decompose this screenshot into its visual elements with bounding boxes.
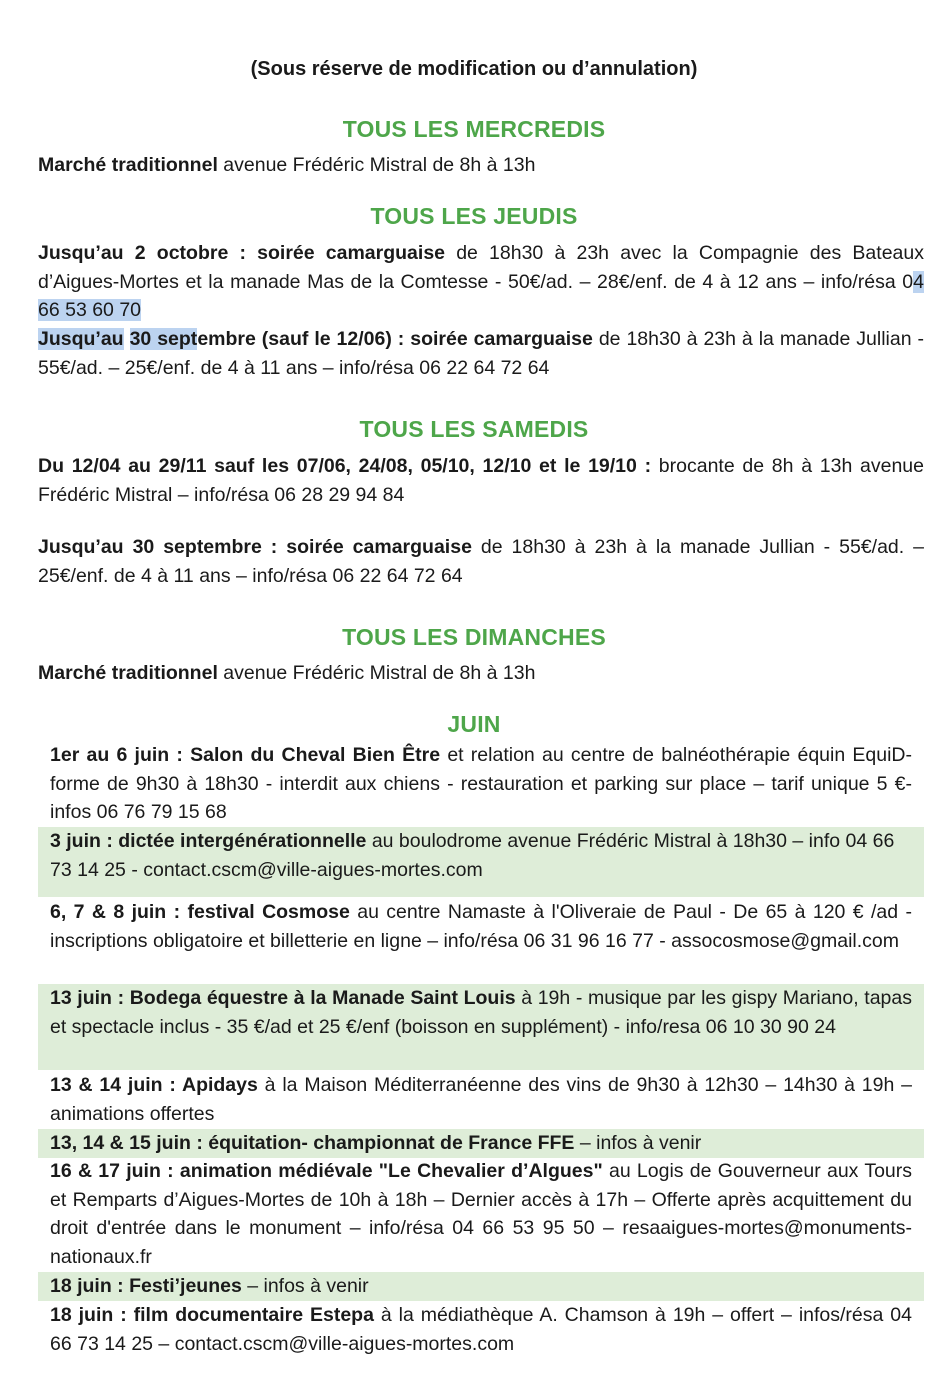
juin-event	[38, 898, 924, 984]
samedis-item-1	[38, 452, 924, 509]
juin-event-text: au boulodrome avenue Frédéric Mistral à 18h30 – info 04 66 73 14 25 - contact.cscm@ville-aigues-mortes.com	[50, 830, 895, 881]
jeudis-item-2-bold-hl-1: Jusqu’au	[38, 328, 124, 350]
juin-event	[38, 1157, 924, 1272]
jeudis-item-1-text: de 18h30 à 23h avec la Compagnie des Bateaux d’Aigues-Mortes et la manade Mas de la Comtesse - 50€/ad. – 28€/enf. de 4 à 12 ans – info/résa 0	[38, 242, 924, 293]
heading-jeudis: TOUS LES JEUDIS	[370, 203, 578, 229]
samedis-item-1-text: brocante de 8h à 13h avenue Frédéric Mistral – info/résa 06 28 29 94 84	[38, 455, 924, 506]
juin-event-text: au Logis de Gouverneur aux Tours et Remparts d’Aigues-Mortes de 10h à 18h – Dernier accès à 17h – Offerte après acquittement du droit d'entrée dans le monument – info/résa 04 66 53 95 50 – resaaigues-mortes@monuments-nationaux.fr	[50, 1160, 912, 1269]
juin-event	[38, 984, 924, 1070]
heading-samedis: TOUS LES SAMEDIS	[359, 416, 589, 442]
juin-event-text: au centre Namaste à l'Oliveraie de Paul - De 65 à 120 € /ad - inscriptions obligatoire et billetterie en ligne – info/résa 06 31 96 16 77 - assocosmose@gmail.com	[50, 901, 912, 952]
juin-event-bold: 6, 7 & 8 juin : festival Cosmose	[50, 901, 350, 923]
juin-event-bold: 1er au 6 juin : Salon du Cheval Bien Être	[50, 744, 441, 766]
mercredis-text: avenue Frédéric Mistral de 8h à 13h	[217, 154, 536, 176]
juin-event-text: à 19h - musique par les gispy Mariano, tapas et spectacle inclus - 35 €/ad et 25 €/enf (boisson en supplément) - info/resa 06 10 30 90 24	[50, 987, 912, 1038]
juin-event-text: – infos à venir	[241, 1275, 369, 1297]
jeudis-item-2-text: de 18h30 à 23h à la manade Jullian - 55€/ad. – 25€/enf. de 4 à 11 ans – info/résa 06 22 64 72 64	[38, 328, 924, 379]
heading-mercredis: TOUS LES MERCREDIS	[342, 116, 606, 142]
jeudis-item-1	[38, 239, 924, 325]
mercredis-paragraph	[38, 151, 924, 180]
heading-juin: JUIN	[447, 711, 501, 737]
juin-event	[38, 1071, 924, 1129]
juin-event-bold: 18 juin : film documentaire Estepa	[50, 1304, 374, 1326]
jeudis-item-2-bold-rest: embre (sauf le 12/06) : soirée camarguaise	[197, 328, 593, 350]
juin-event-bold: 13 juin : Bodega équestre à la Manade Saint Louis	[50, 987, 516, 1009]
mercredis-bold: Marché traditionnel	[38, 154, 218, 176]
juin-event	[38, 1129, 924, 1158]
juin-event	[38, 1301, 924, 1359]
juin-event-bold: 18 juin : Festi’jeunes	[50, 1275, 242, 1297]
juin-event-bold: 13, 14 & 15 juin : équitation- championnat de France FFE	[50, 1132, 575, 1154]
dimanches-text: avenue Frédéric Mistral de 8h à 13h	[217, 662, 536, 684]
juin-event	[38, 741, 924, 827]
heading-dimanches: TOUS LES DIMANCHES	[342, 624, 606, 650]
jeudis-item-2-bold-hl-2: 30 sept	[129, 328, 198, 350]
dimanches-paragraph	[38, 659, 924, 688]
dimanches-bold: Marché traditionnel	[38, 662, 218, 684]
juin-event-text: – infos à venir	[574, 1132, 702, 1154]
jeudis-item-2	[38, 325, 924, 382]
juin-event-text: à la médiathèque A. Chamson à 19h – offert – infos/résa 04 66 73 14 25 – contact.cscm@ville-aigues-mortes.com	[50, 1304, 912, 1355]
notice-reservation: (Sous réserve de modification ou d’annulation)	[250, 58, 698, 80]
samedis-item-2-text: de 18h30 à 23h à la manade Jullian - 55€/ad. – 25€/enf. de 4 à 11 ans – info/résa 06 22 64 72 64	[38, 536, 924, 587]
jeudis-item-1-bold: Jusqu’au 2 octobre : soirée camarguaise	[38, 242, 446, 264]
juin-event	[38, 1272, 924, 1301]
samedis-item-2-bold: Jusqu’au 30 septembre : soirée camarguaise	[38, 536, 472, 558]
juin-event-bold: 3 juin : dictée intergénérationnelle	[50, 830, 367, 852]
samedis-item-1-bold: Du 12/04 au 29/11 sauf les 07/06, 24/08, 05/10, 12/10 et le 19/10 :	[38, 455, 652, 477]
samedis-item-2	[38, 533, 924, 590]
jeudis-item-1-phone: 4 66 53 60 70	[38, 270, 924, 322]
juin-event-bold: 13 & 14 juin : Apidays	[50, 1074, 258, 1096]
juin-event-bold: 16 & 17 juin : animation médiévale "Le Chevalier d’Algues"	[50, 1160, 603, 1182]
juin-event	[38, 827, 924, 897]
juin-event-text: à la Maison Méditerranéenne des vins de 9h30 à 12h30 – 14h30 à 19h – animations offertes	[50, 1074, 912, 1125]
juin-event-text: et relation au centre de balnéothérapie équin EquiD-forme de 9h30 à 18h30 - interdit aux chiens - restauration et parking sur place – tarif unique 5 €- infos 06 76 79 15 68	[50, 744, 913, 824]
